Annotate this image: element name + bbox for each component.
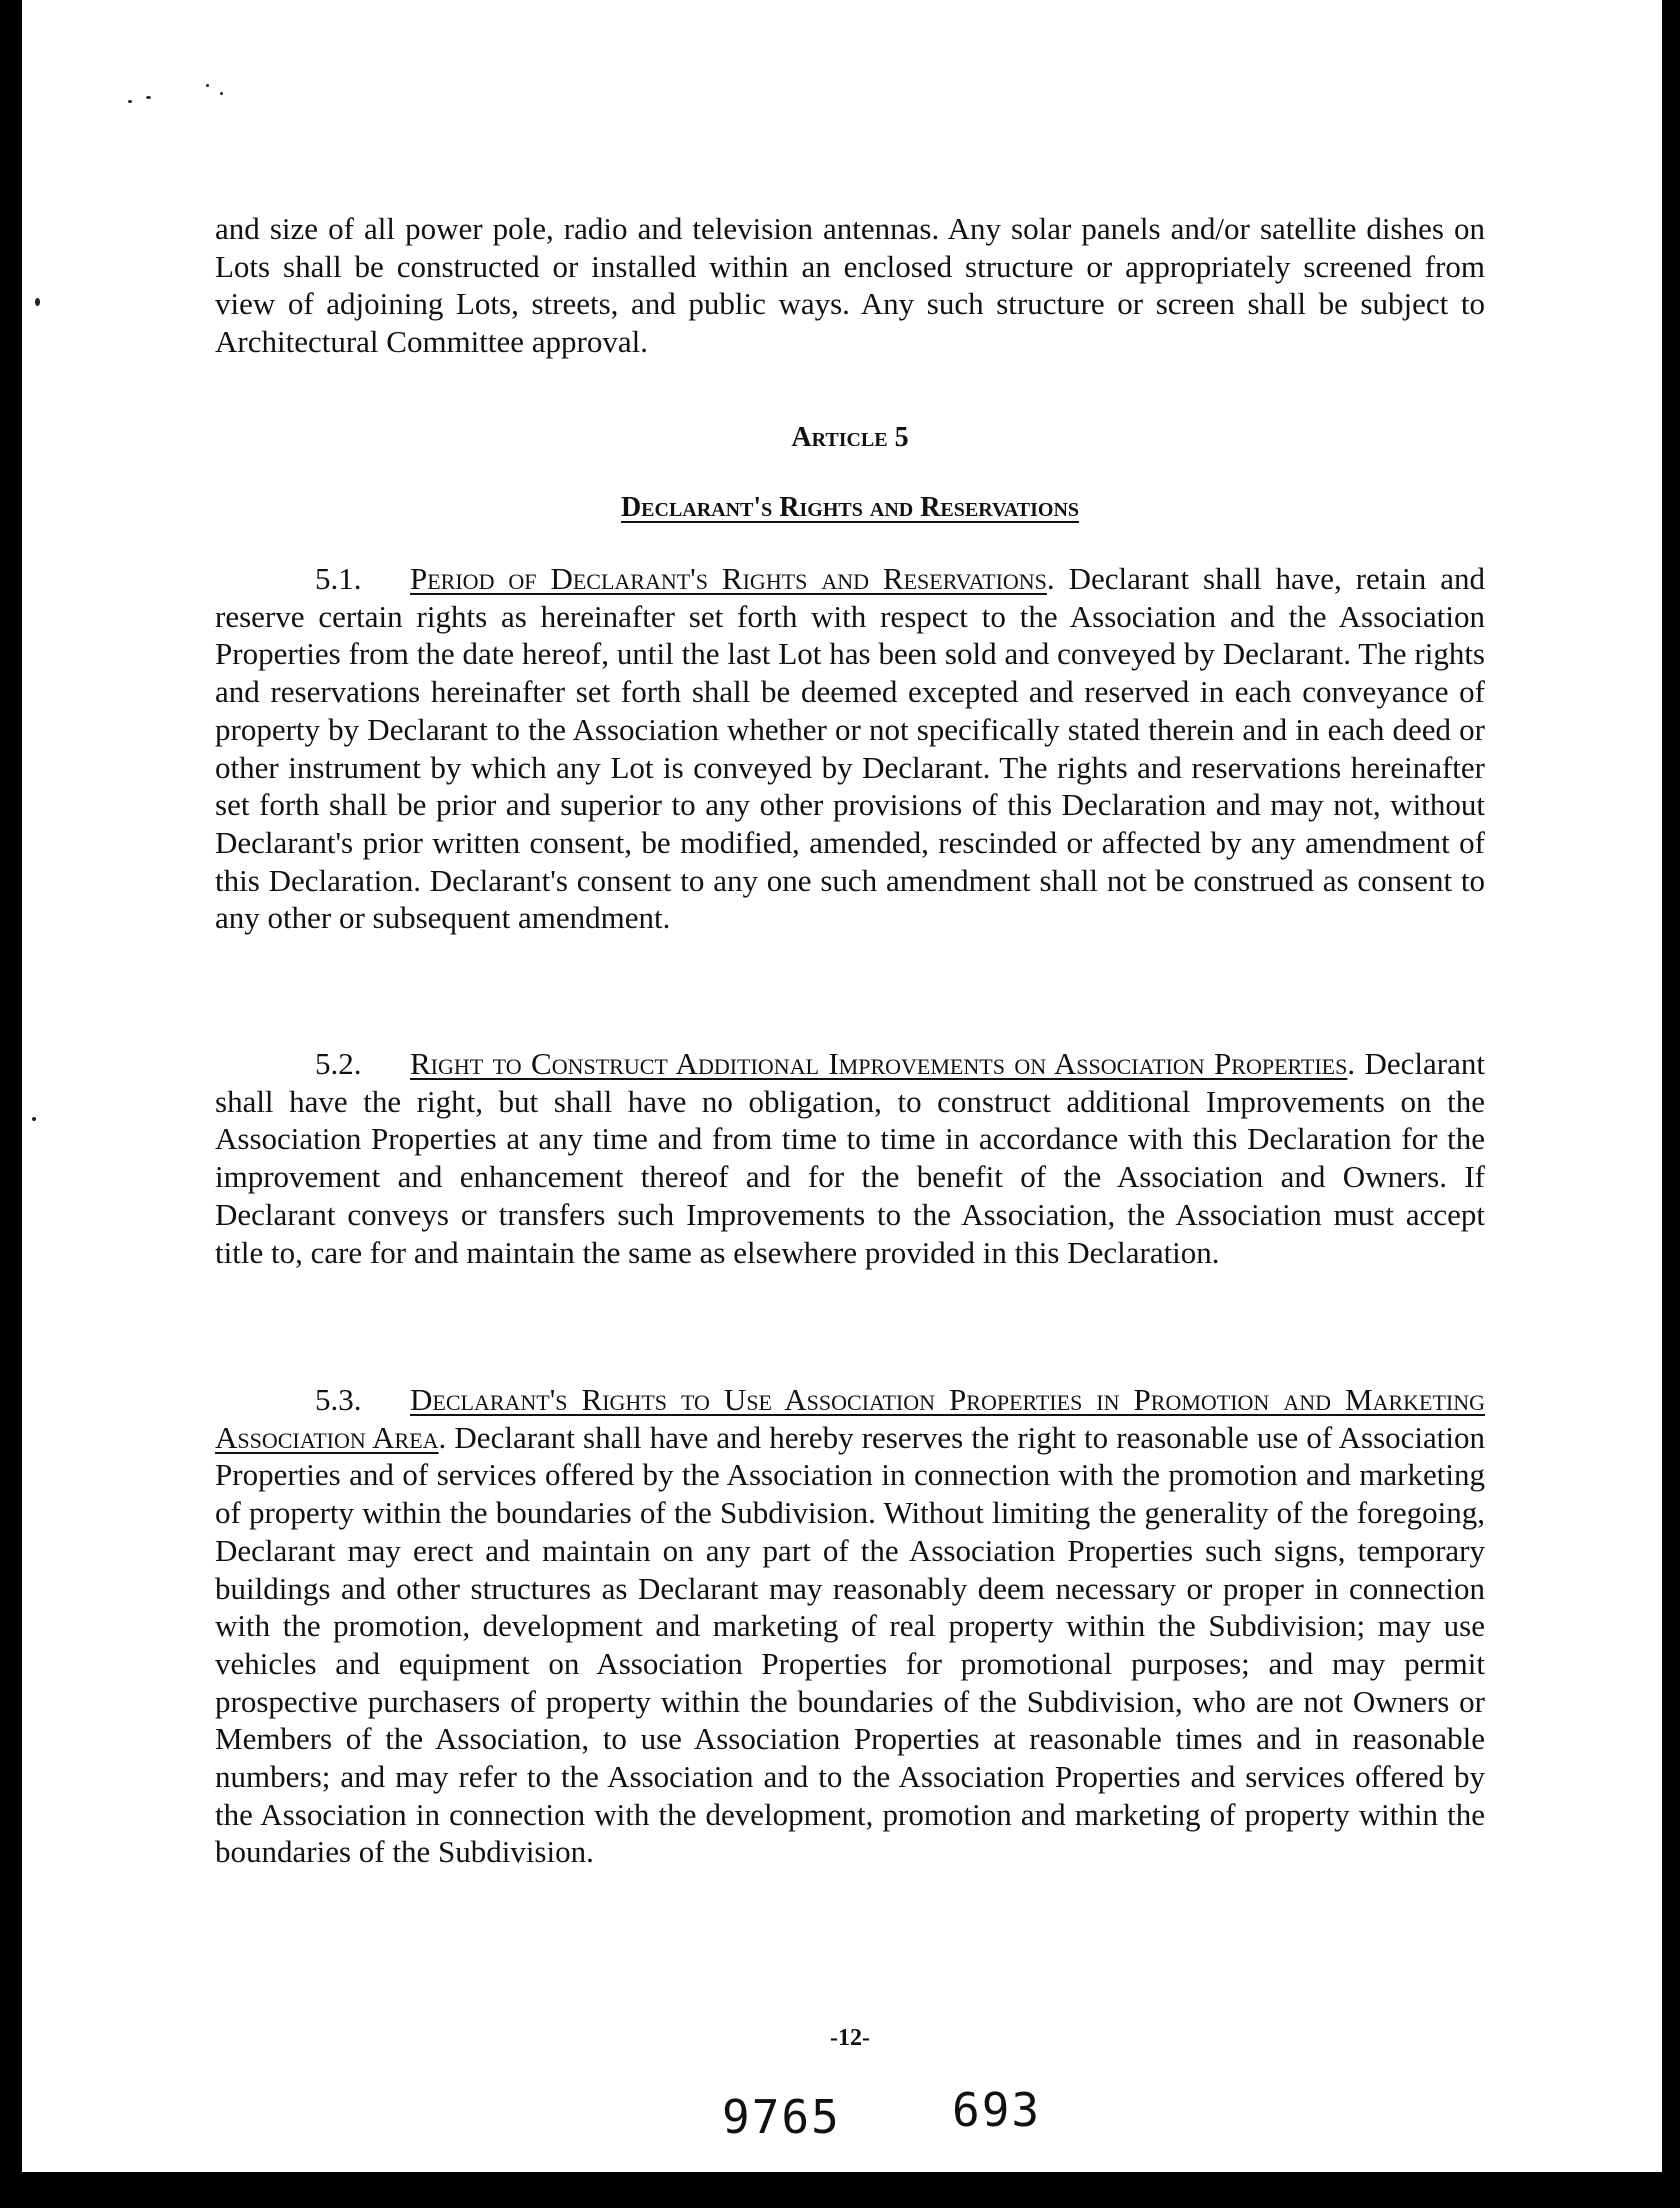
section-5-3 (215, 1381, 1485, 1871)
section-number: 5.3. (315, 1382, 362, 1417)
section-5-2 (215, 1045, 1485, 1271)
document-code-left: 9765 (722, 2090, 841, 2144)
section-heading: Declarant's Rights to Use Association Properties in Promotion and Marketing Association Area (215, 1382, 1485, 1455)
section-body: . Declarant shall have and hereby reserves the right to reasonable use of Association Properties and of services offered by the Association in connection with the promotion and marketing of property within the boundaries of the Subdivision. Without limiting the generality of the foregoing, Declarant may erect and maintain on any part of the Association Properties such signs, temporary buildings and other structures as Declarant may reasonably deem necessary or proper in connection with the promotion, development and marketing of real property within the Subdivision; may use vehicles and equipment on Association Properties for promotional purposes; and may permit prospective purchasers of property within the boundaries of the Subdivision, who are not Owners or Members of the Association, to use Association Properties at reasonable times and in reasonable numbers; and may refer to the Association and to the Association Properties and services offered by the Association in connection with the development, promotion and marketing of property within the boundaries of the Subdivision. (215, 1419, 1485, 1870)
section-heading: Period of Declarant's Rights and Reservations (410, 561, 1047, 596)
scan-speck (220, 92, 223, 95)
section-number: 5.2. (315, 1046, 362, 1081)
intro-paragraph-text: and size of all power pole, radio and television antennas. Any solar panels and/or satellite dishes on Lots shall be constructed or installed within an enclosed structure or appropriately screened from view of adjoining Lots, streets, and public ways. Any such structure or screen shall be subject to Architectural Committee approval. (215, 211, 1485, 360)
scan-speck (146, 96, 151, 99)
document-page (22, 0, 1662, 2172)
document-code-right: 693 (952, 2083, 1042, 2137)
page-number-text: -12- (830, 2025, 870, 2051)
section-body: . Declarant shall have, retain and reserve certain rights as hereinafter set forth with respect to the Association and the Association Properties from the date hereof, until the last Lot has been sold and conveyed by Declarant. The rights and reservations hereinafter set forth shall be deemed excepted and reserved in each conveyance of property by Declarant to the Association whether or not specifically stated therein and in each deed or other instrument by which any Lot is conveyed by Declarant. The rights and reservations hereinafter set forth shall be prior and superior to any other provisions of this Declaration and may not, without Declarant's prior written consent, be modified, amended, rescinded or affected by any amendment of this Declaration. Declarant's consent to any one such amendment shall not be construed as consent to any other or subsequent amendment. (215, 561, 1485, 936)
page-number (215, 2025, 1485, 2052)
article-title-text: Declarant's Rights and Reservations (620, 492, 1080, 523)
intro-paragraph (215, 210, 1485, 361)
section-body: . Declarant shall have the right, but shall have no obligation, to construct additional Improvements on the Association Properties at any time and from time to time in accordance with this Declaration for the improvement and enhancement thereof and for the benefit of the Association and Owners. If Declarant conveys or transfers such Improvements to the Association, the Association must accept title to, care for and maintain the same as elsewhere provided in this Declaration. (215, 1046, 1485, 1270)
scan-speck (32, 1117, 36, 1121)
scan-speck (35, 298, 40, 306)
scan-speck (206, 84, 209, 87)
section-number: 5.1. (315, 561, 362, 596)
section-5-1 (215, 560, 1485, 937)
article-number (215, 422, 1485, 454)
scan-speck (128, 100, 132, 103)
article-number-text: Article 5 (791, 422, 909, 453)
article-title (215, 492, 1485, 524)
section-heading: Right to Construct Additional Improvements on Association Properties (410, 1046, 1348, 1081)
